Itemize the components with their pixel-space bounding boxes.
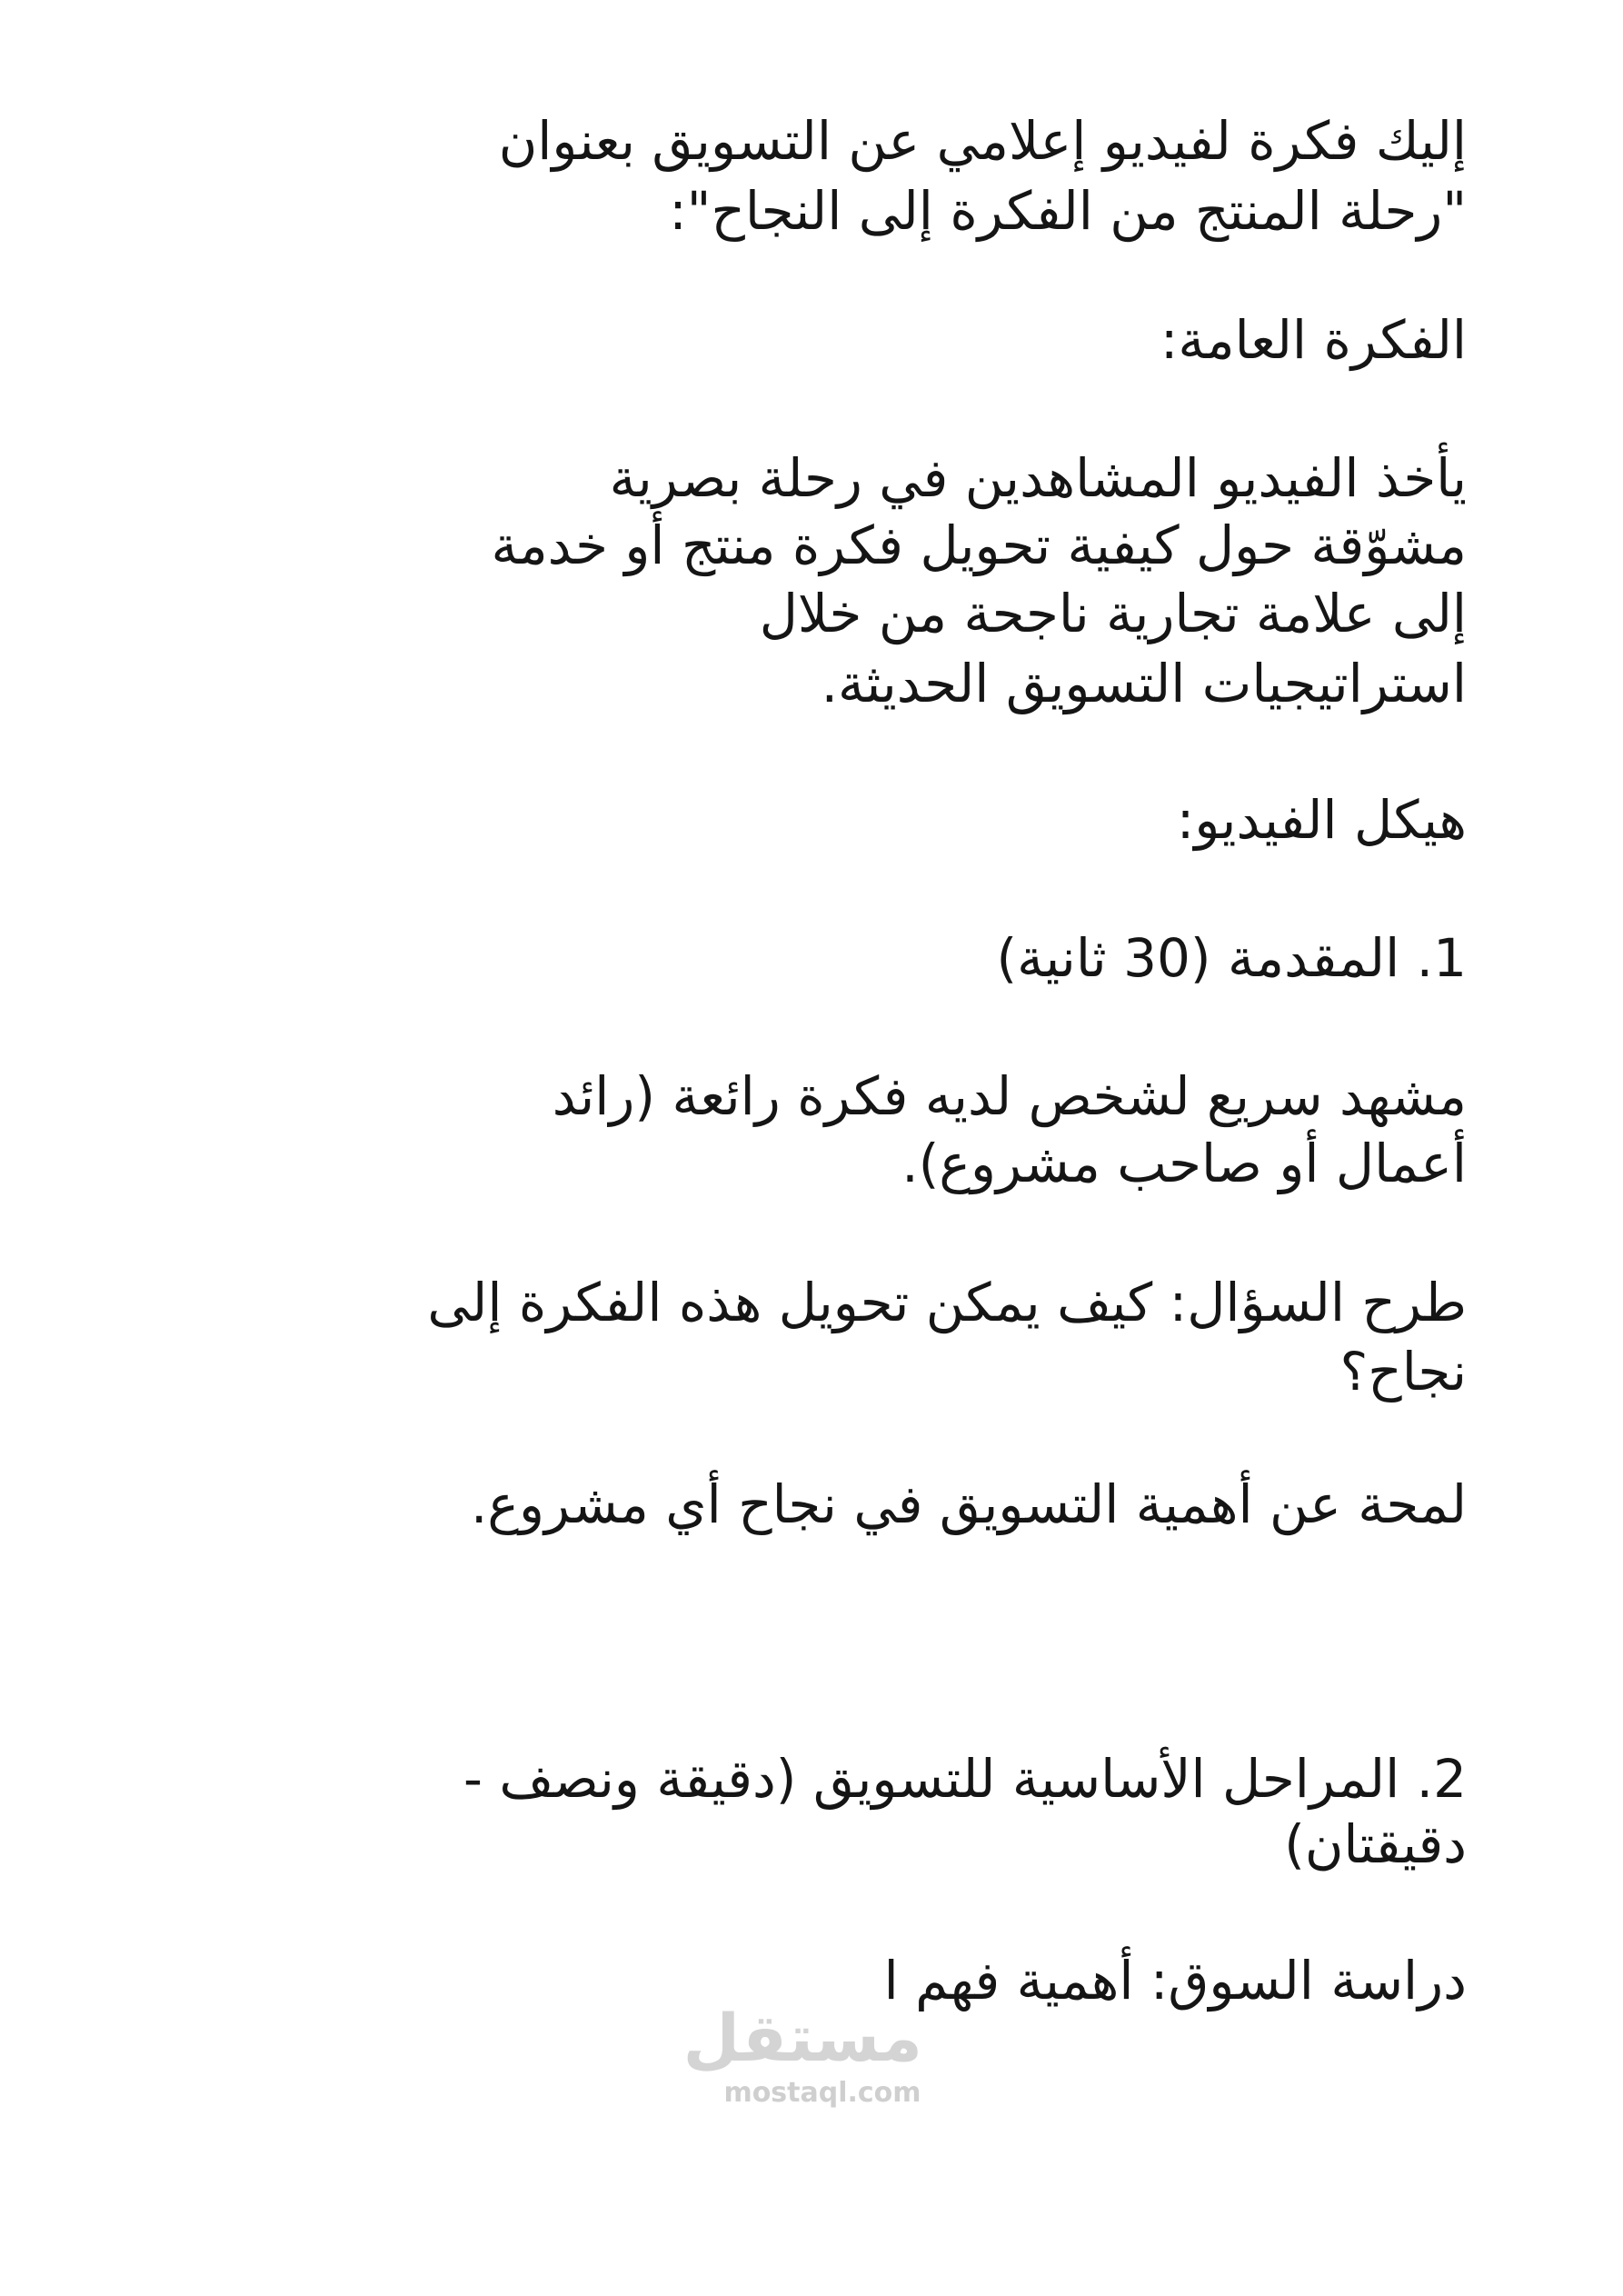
section-2-point-1: دراسة السوق: أهمية فهم ا	[883, 1950, 1467, 2011]
general-idea-line-2: مشوّقة حول كيفية تحويل فكرة منتج أو خدمة	[491, 514, 1467, 576]
general-idea-heading: الفكرة العامة:	[1160, 309, 1467, 371]
section-1-point-3: لمحة عن أهمية التسويق في نجاح أي مشروع.	[470, 1473, 1467, 1535]
section-1-heading: 1. المقدمة (30 ثانية)	[996, 927, 1467, 989]
section-2-heading-line-1: 2. المراحل الأساسية للتسويق (دقيقة ونصف -	[463, 1748, 1467, 1810]
general-idea-line-1: يأخذ الفيديو المشاهدين في رحلة بصرية	[609, 447, 1467, 509]
general-idea-line-3: إلى علامة تجارية ناجحة من خلال	[759, 583, 1467, 644]
section-1-point-1-line-1: مشهد سريع لشخص لديه فكرة رائعة (رائد	[552, 1065, 1467, 1127]
intro-line-1: إليك فكرة لفيديو إعلامي عن التسويق بعنوان	[498, 110, 1467, 172]
mostaql-watermark	[682, 1998, 922, 2120]
intro-line-2: "رحلة المنتج من الفكرة إلى النجاح":	[669, 180, 1467, 242]
video-structure-heading: هيكل الفيديو:	[1176, 789, 1467, 851]
general-idea-line-4: استراتيجيات التسويق الحديثة.	[821, 653, 1467, 714]
watermark-arabic-text: مستقل	[682, 2000, 922, 2076]
section-2-heading-line-2: دقيقتان)	[1284, 1813, 1467, 1875]
section-1-point-2-line-1: طرح السؤال: كيف يمكن تحويل هذه الفكرة إلى	[427, 1272, 1467, 1333]
watermark-domain-text: mostaql.com	[723, 2077, 921, 2109]
section-1-point-1-line-2: أعمال أو صاحب مشروع).	[901, 1133, 1467, 1194]
section-1-point-2-line-2: نجاح؟	[1339, 1341, 1467, 1403]
